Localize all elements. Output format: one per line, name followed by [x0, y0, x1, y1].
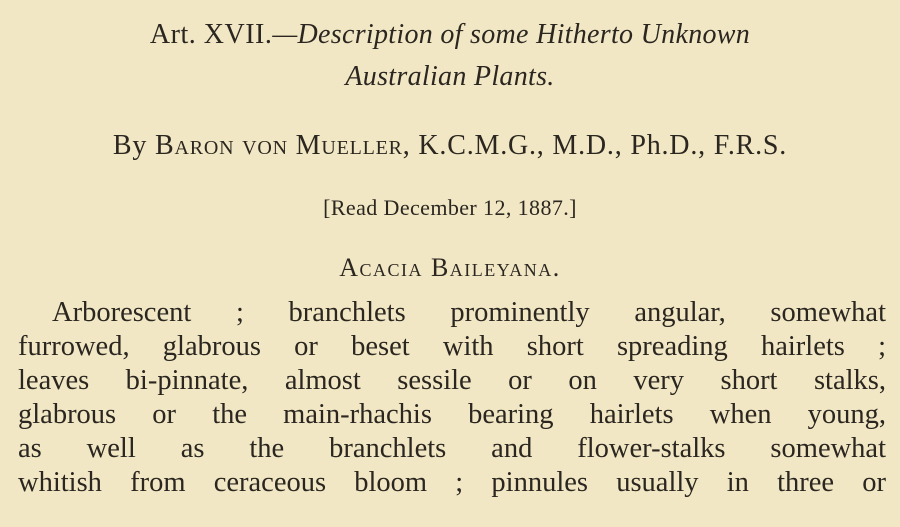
body-line: leaves bi-pinnate, almost sessile or on very short stalks,: [18, 365, 886, 396]
article-title-part-2: Australian Plants.: [345, 61, 555, 92]
author-name: Baron von Mueller: [154, 130, 403, 161]
article-title-part-1: —Description of some Hitherto Unknown: [272, 19, 751, 50]
heading-line-2: [0, 56, 900, 98]
body-line: whitish from ceraceous bloom ; pinnules usually in three or: [18, 467, 886, 498]
body-line: Arborescent ; branchlets prominently angular, somewhat: [52, 297, 886, 328]
species-name: Acacia Baileyana.: [339, 253, 561, 282]
body-line: glabrous or the main-rhachis bearing hairlets when young,: [18, 399, 886, 430]
species-description: [18, 296, 886, 500]
read-date: [Read December 12, 1887.]: [323, 195, 577, 220]
author-line: [0, 126, 900, 166]
body-line: furrowed, glabrous or beset with short spreading hairlets ;: [18, 331, 886, 362]
author-by: By: [112, 130, 148, 161]
body-line: as well as the branchlets and flower-stalks somewhat: [18, 433, 886, 464]
article-heading: [0, 14, 900, 98]
author-credentials: , K.C.M.G., M.D., Ph.D., F.R.S.: [402, 130, 788, 161]
heading-line-1: [0, 14, 900, 56]
article-number: Art. XVII.: [149, 19, 273, 50]
